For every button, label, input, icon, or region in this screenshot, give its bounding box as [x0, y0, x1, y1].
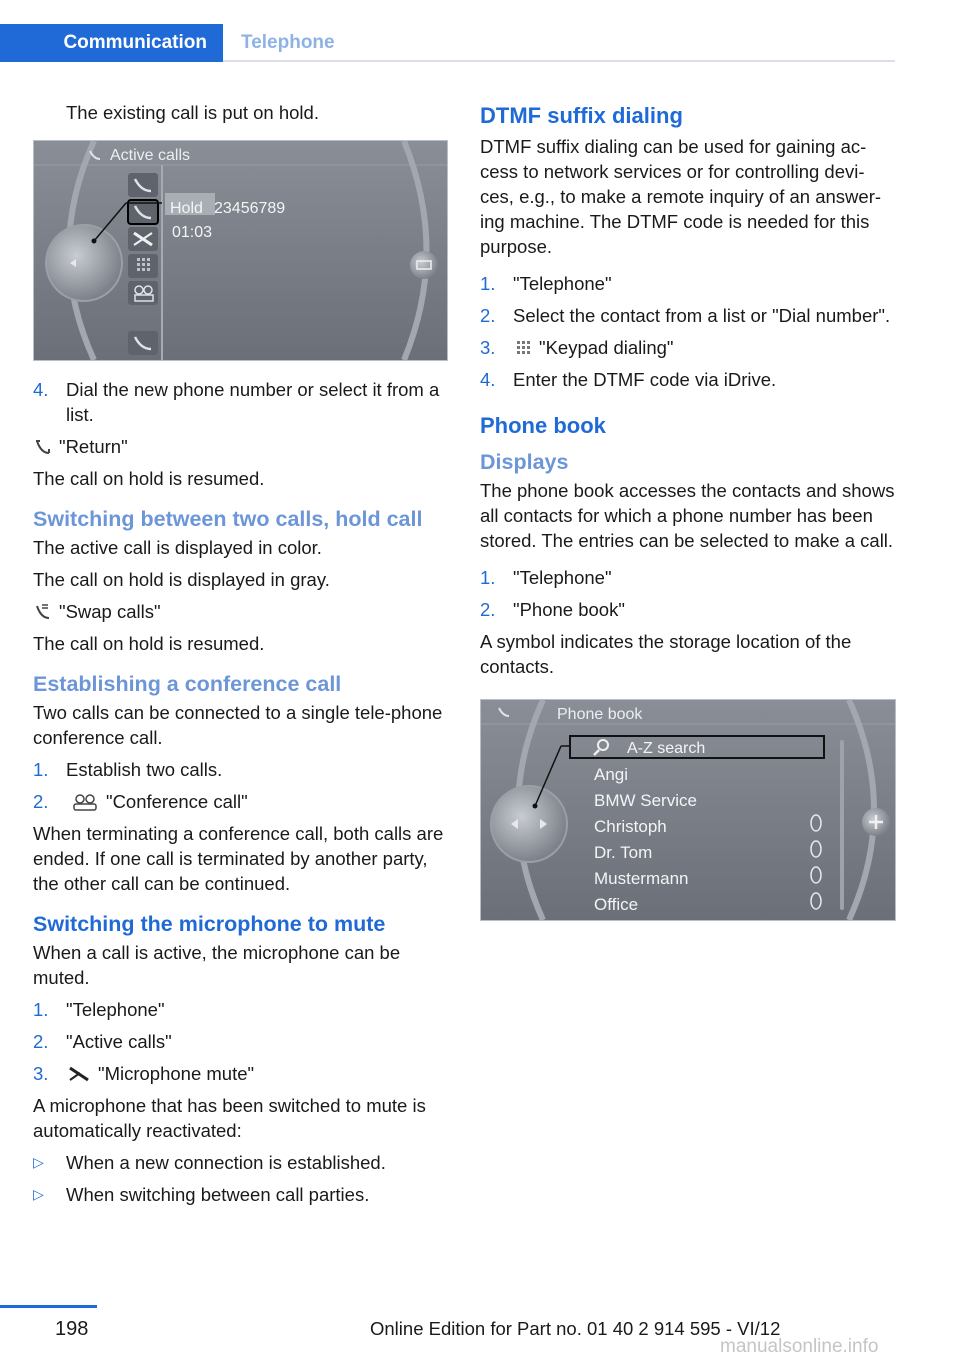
microphone-mute-icon: [66, 1064, 92, 1082]
swap-line: [33, 599, 448, 624]
list-item: [33, 1182, 448, 1207]
step-text: "Keypad dialing": [539, 337, 674, 358]
entry-christoph[interactable]: Christoph: [594, 817, 667, 836]
dtmf-text: DTMF suffix dialing can be used for gaining ac‐cess to network services or for controlling devi‐ces, e.g., to make a remote inquiry of an answer‐ing machine. The DTMF code is needed for this purpose.: [480, 136, 882, 257]
list-item: [480, 367, 898, 392]
list-item: [33, 1150, 448, 1175]
entry-dr-tom[interactable]: Dr. Tom: [594, 843, 653, 862]
step-number: 1.: [33, 999, 49, 1020]
list-item: [33, 757, 448, 782]
list-item: [480, 271, 898, 296]
step-text: Select the contact from a list or "Dial number".: [513, 305, 891, 326]
swap-label: "Swap calls": [59, 601, 161, 622]
return-line: [33, 434, 448, 459]
step-text: "Telephone": [66, 999, 165, 1020]
heading-phone-book: Phone book: [480, 413, 606, 438]
list-item: [480, 335, 898, 360]
bullet-mark: ▷: [33, 1186, 44, 1202]
mute-text: When a call is active, the microphone can be muted.: [33, 942, 401, 988]
entry-az-search[interactable]: A-Z search: [627, 740, 706, 757]
resumed-text-1: The call on hold is resumed.: [33, 468, 265, 489]
header-section-telephone[interactable]: Telephone: [241, 32, 335, 53]
edition-text: Online Edition for Part no. 01 40 2 914 595 - VI/12: [370, 1318, 781, 1339]
step-number: 4.: [33, 379, 49, 400]
reactivation-bullets: [33, 1150, 448, 1207]
switch-text-1: The active call is displayed in color.: [33, 537, 322, 558]
call-timer: 01:03: [172, 224, 213, 241]
step-number: 2.: [480, 305, 496, 326]
step-text: "Phone book": [513, 599, 625, 620]
list-item: [33, 789, 448, 814]
header-section-communication[interactable]: Communication: [0, 24, 223, 62]
step-number: 1.: [480, 273, 496, 294]
keypad-icon: [513, 338, 533, 356]
resumed-text-2: The call on hold is resumed.: [33, 633, 265, 654]
step-text: "Telephone": [513, 567, 612, 588]
mute-steps: [33, 997, 448, 1086]
hold-label: Hold: [170, 200, 203, 217]
heading-switch-calls: Switching between two calls, hold call: [33, 507, 423, 531]
step-number: 2.: [33, 791, 49, 812]
switch-text-2: The call on hold is displayed in gray.: [33, 569, 330, 590]
phone-book-after-text: A symbol indicates the storage location of the contacts.: [480, 631, 852, 677]
swap-calls-icon: [33, 602, 53, 620]
active-calls-screen: [33, 140, 448, 361]
phone-book-steps: [480, 565, 898, 622]
page-number: 198: [55, 1318, 89, 1340]
heading-dtmf: DTMF suffix dialing: [480, 103, 683, 128]
list-item: [480, 597, 898, 622]
dtmf-steps: [480, 271, 898, 392]
entry-mustermann[interactable]: Mustermann: [594, 869, 689, 888]
step-text: "Microphone mute": [98, 1063, 255, 1084]
intro-text: The existing call is put on hold.: [66, 102, 319, 123]
right-column: [480, 100, 898, 921]
phone-book-text: The phone book accesses the contacts and shows all contacts for which a phone number has been stored. The entries can be selected to make a call.: [480, 480, 895, 551]
mute-after-text: A microphone that has been switched to mute is automatically reactivated:: [33, 1095, 426, 1141]
return-phone-icon: [33, 437, 53, 455]
return-label: "Return": [59, 436, 128, 457]
list-item: [33, 1029, 448, 1054]
entry-angi[interactable]: Angi: [594, 765, 629, 784]
conference-call-icon: [70, 792, 100, 810]
step-number: 4.: [480, 369, 496, 390]
step-number: 1.: [480, 567, 496, 588]
list-item: [33, 1061, 448, 1086]
step-text: Establish two calls.: [66, 759, 223, 780]
heading-mute: Switching the microphone to mute: [33, 912, 386, 936]
list-item: [480, 303, 898, 328]
step-text: "Active calls": [66, 1031, 172, 1052]
left-column: [33, 100, 448, 1214]
footer-rule: [0, 1305, 97, 1308]
step-text: Dial the new phone number or select it from a list.: [66, 379, 440, 425]
step-number: 3.: [33, 1063, 49, 1084]
step-text: "Conference call": [106, 791, 248, 812]
phone-book-title: Phone book: [557, 706, 643, 723]
active-calls-screen-graphic: [34, 141, 447, 360]
step-text: Enter the DTMF code via iDrive.: [513, 369, 777, 390]
conference-steps: [33, 757, 448, 814]
call-number: 23456789: [214, 200, 286, 217]
entry-office[interactable]: Office: [594, 895, 639, 914]
phone-book-screen: [480, 699, 896, 921]
watermark: manualsonline.info: [720, 1336, 879, 1357]
bullet-text: When a new connection is established.: [66, 1152, 386, 1173]
heading-displays: Displays: [480, 450, 569, 474]
bullet-text: When switching between call parties.: [66, 1184, 370, 1205]
list-item: [33, 377, 448, 427]
bullet-mark: ▷: [33, 1154, 44, 1170]
step-number: 2.: [33, 1031, 49, 1052]
conference-text: Two calls can be connected to a single tele‐phone conference call.: [33, 702, 443, 748]
step-number: 2.: [480, 599, 496, 620]
dial-steps: [33, 377, 448, 427]
list-item: [480, 565, 898, 590]
page-header: [0, 24, 895, 62]
list-item: [33, 997, 448, 1022]
step-text: "Telephone": [513, 273, 612, 294]
entry-bmw-service[interactable]: BMW Service: [594, 791, 697, 810]
conference-end-text: When terminating a conference call, both calls are ended. If one call is terminated by another party, the other call can be continued.: [33, 823, 444, 894]
step-number: 3.: [480, 337, 496, 358]
active-calls-title: Active calls: [110, 147, 191, 164]
heading-conference: Establishing a conference call: [33, 672, 342, 696]
step-number: 1.: [33, 759, 49, 780]
